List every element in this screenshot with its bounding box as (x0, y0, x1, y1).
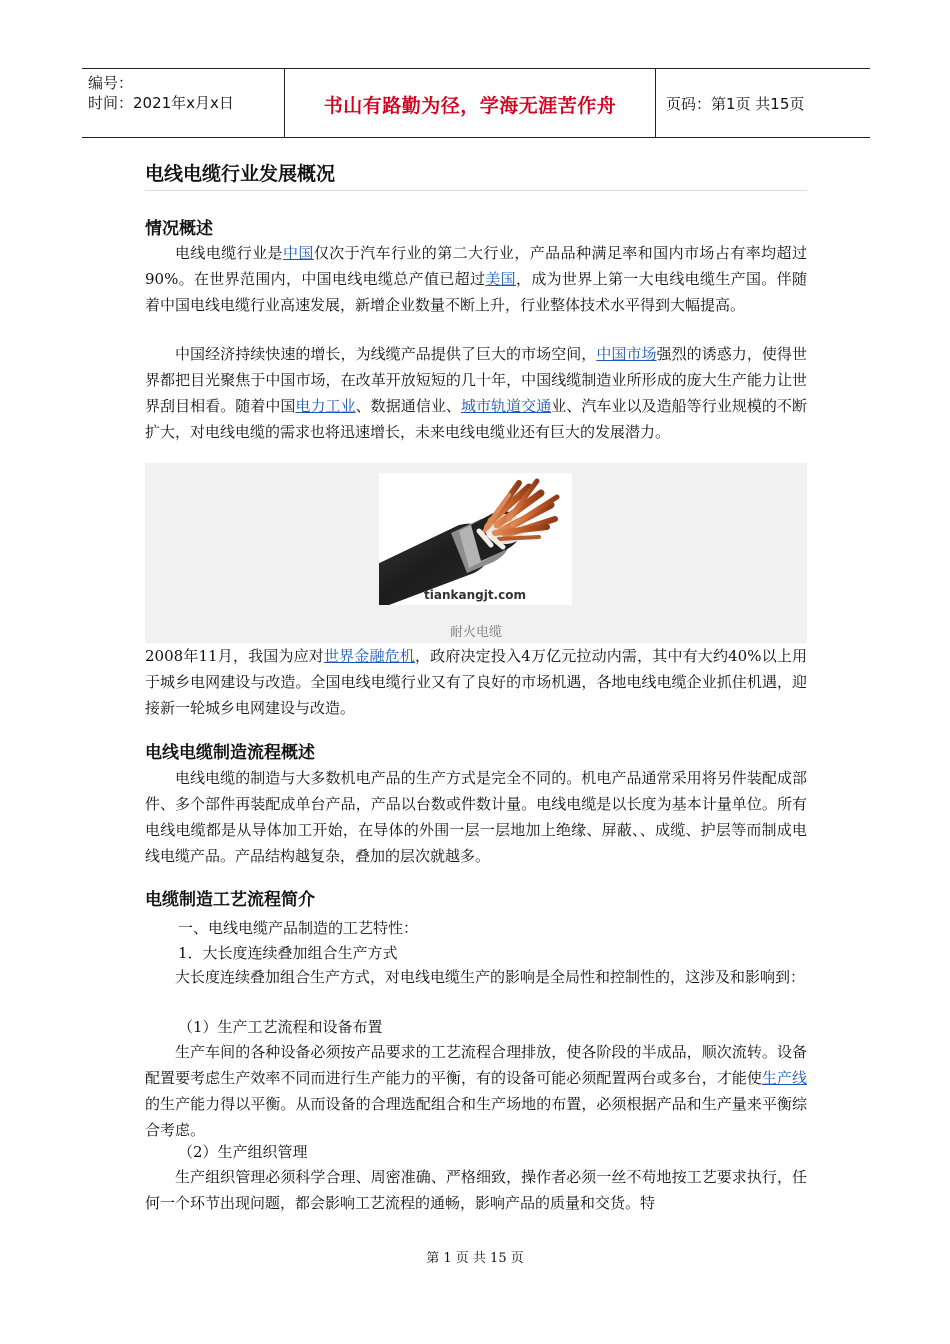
process-item-1-1: 1．大长度连续叠加组合生产方式 (178, 944, 398, 962)
image-watermark: tiankangjt.com (424, 588, 526, 602)
paragraph-equipment-layout (145, 1039, 807, 1143)
header-date-label: 时间：2021年x月x日 (88, 94, 234, 112)
process-item-layout: （1）生产工艺流程和设备布置 (178, 1018, 383, 1036)
process-item-1: 一、电线电缆产品制造的工艺特性： (178, 919, 419, 937)
process-item-management: （2）生产组织管理 (178, 1143, 308, 1161)
page-header (82, 68, 870, 138)
header-motto: 书山有路勤为径，学海无涯苦作舟 (323, 95, 617, 117)
header-left-cell (82, 69, 285, 137)
link-china-market[interactable]: 中国市场 (596, 345, 657, 363)
link-china[interactable]: 中国 (282, 244, 314, 262)
text-run: 强烈的诱惑力，使得世界都把目光聚焦于中国市场，在改革开放短短的几十年，中国线缆制造业所形成的庞大生产能力让世界刮目相看。随着中国 (145, 345, 807, 415)
link-usa[interactable]: 美国 (485, 270, 516, 288)
paragraph-overview-1 (145, 240, 807, 318)
text-run: 、数据通信业、 (355, 397, 461, 415)
page-footer: 第 1 页 共 15 页 (426, 1251, 524, 1266)
fire-resistant-cable-image (379, 473, 572, 605)
text-run: 生产车间的各种设备必须按产品要求的工艺流程合理排放，使各阶段的半成品，顺次流转。设备配置要考虑生产效率不同而进行生产能力的平衡，有的设备可能必须配置两台或多台，才能使 (145, 1043, 807, 1087)
paragraph-continuous-production: 大长度连续叠加组合生产方式，对电线电缆生产的影响是全局性和控制性的，这涉及和影响到： (175, 968, 806, 986)
section-heading-manufacturing: 电线电缆制造流程概述 (145, 743, 315, 763)
paragraph-overview-2 (145, 341, 807, 445)
paragraph-financial-crisis (145, 643, 807, 721)
document-title: 电线电缆行业发展概况 (145, 163, 336, 185)
text-run: ，成为世界上第一大电线电缆生产国。伴随着中国电线电缆行业高速发展，新增企业数量不断上升，行业整体技术水平得到大幅提高。 (145, 270, 807, 314)
text-run: 中国经济持续快速的增长，为线缆产品提供了巨大的市场空间， (175, 345, 597, 363)
section-heading-process: 电缆制造工艺流程简介 (145, 890, 315, 910)
link-production-line[interactable]: 生产线 (761, 1069, 807, 1087)
text-run: 的生产能力得以平衡。从而设备的合理选配组合和生产场地的布置，必须根据产品和生产量来平衡综合考虑。 (145, 1095, 807, 1139)
title-divider (145, 190, 807, 191)
figure-caption: 耐火电缆 (449, 625, 502, 640)
link-urban-rail-transit[interactable]: 城市轨道交通 (460, 397, 552, 415)
text-run: 仅次于汽车行业的第二大行业，产品品种满足率和国内市场占有率均超过90%。在世界范围内，中国电线电缆总产值已超过 (145, 244, 807, 288)
header-code-label: 编号： (88, 74, 134, 92)
text-run: 2008年11月，我国为应对 (145, 647, 324, 665)
text-run: ，政府决定投入4万亿元拉动内需，其中有大约40%以上用于城乡电网建设与改造。全国电线电缆行业又有了良好的市场机遇，各地电线电缆企业抓住机遇，迎接新一轮城乡电网建设与改造。 (145, 647, 807, 717)
section-heading-overview: 情况概述 (145, 219, 213, 239)
paragraph-manufacturing: 电线电缆的制造与大多数机电产品的生产方式是完全不同的。机电产品通常采用将另件装配成部件、多个部件再装配成单台产品，产品以台数或件数计量。电线电缆是以长度为基本计量单位。所有电线电缆都是从导体加工开始，在导体的外围一层一层地加上绝缘、屏蔽、、成缆、护层等而制成电线电缆产品。产品结构越复杂，叠加的层次就越多。 (145, 769, 807, 865)
text-run: 业、汽车业以及造船等行业规模的不断扩大，对电线电缆的需求也将迅速增长，未来电线电缆业还有巨大的发展潜力。 (145, 397, 807, 441)
header-middle-cell (285, 69, 656, 137)
header-right-cell (656, 69, 870, 137)
text-run: 电线电缆行业是 (175, 244, 283, 262)
link-power-industry[interactable]: 电力工业 (295, 397, 356, 415)
cable-photo (379, 473, 572, 605)
link-world-financial-crisis[interactable]: 世界金融危机 (323, 647, 415, 665)
paragraph-production-management: 生产组织管理必须科学合理、周密准确、严格细致，操作者必须一丝不苟地按工艺要求执行，任何一个环节出现问题，都会影响工艺流程的通畅，影响产品的质量和交货。特 (145, 1168, 807, 1212)
header-page-info: 页码：第1页 共15页 (666, 95, 805, 113)
